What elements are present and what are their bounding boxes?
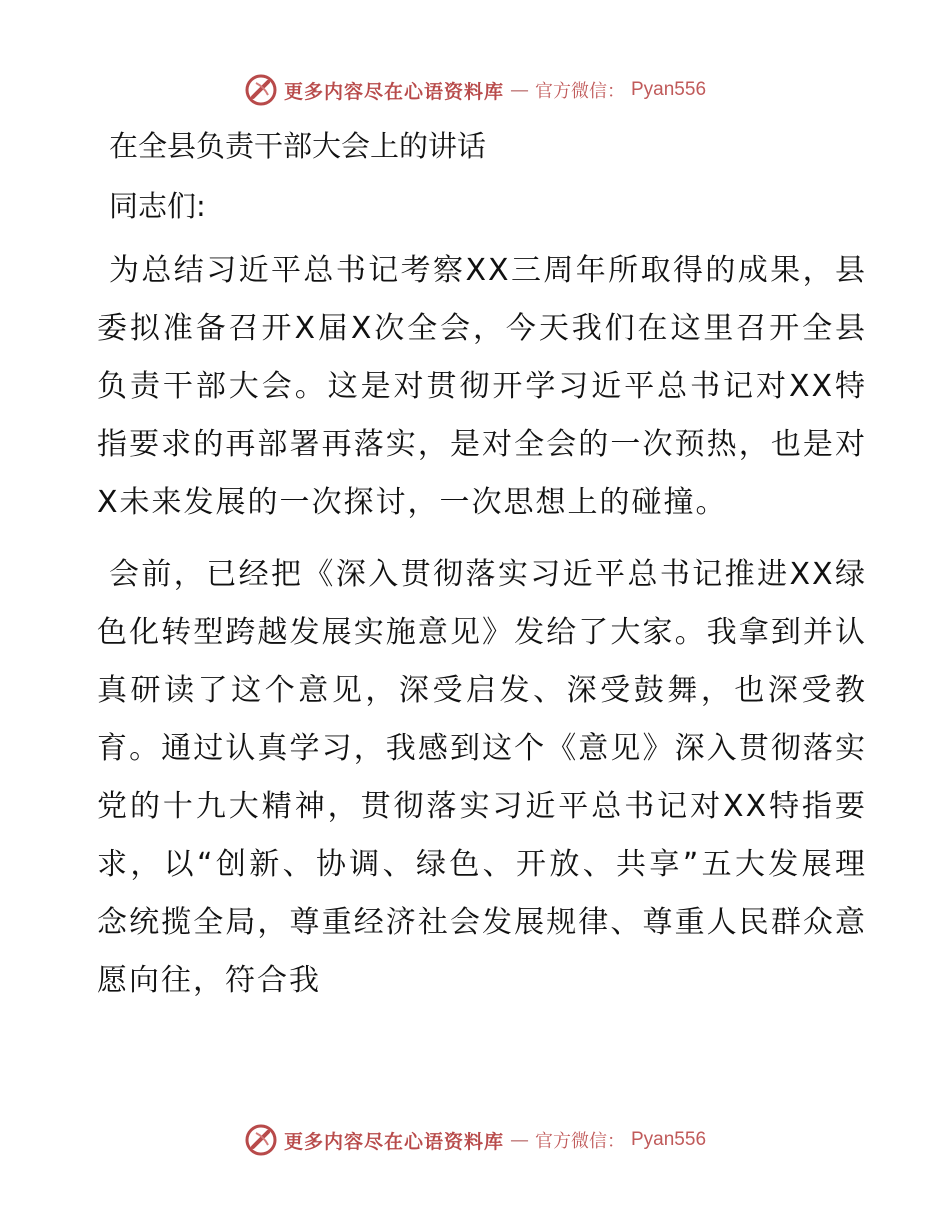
logo-icon [244, 1123, 278, 1157]
watermark-dash: — [510, 1129, 529, 1151]
watermark-wechat-id: Pyan556 [631, 79, 707, 100]
salutation: 同志们: [109, 189, 206, 223]
paragraph-1: 为总结习近平总书记考察XX三周年所取得的成果，县委拟准备召开X届X次全会，今天我们在这里召开全县负责干部大会。这是对贯彻开学习近平总书记对XX特指要求的再部署再落实，是对全会的一次预热，也是对X未来发展的一次探讨，一次思想上的碰撞。 [97, 253, 867, 520]
watermark-wechat-label: 官方微信： [535, 1131, 625, 1152]
header-watermark [0, 70, 950, 110]
watermark-wechat-label: 官方微信： [535, 81, 625, 102]
watermark-dash: — [510, 79, 529, 101]
watermark-main-text: 更多内容尽在心语资料库 [283, 1130, 504, 1153]
footer-watermark [0, 1120, 950, 1160]
document-body [97, 116, 867, 1024]
paragraph-2: 会前，已经把《深入贯彻落实习近平总书记推进XX绿色化转型跨越发展实施意见》发给了大家。我拿到并认真研读了这个意见，深受启发、深受鼓舞，也深受教育。通过认真学习，我感到这个《意见》深入贯彻落实党的十九大精神，贯彻落实习近平总书记对XX特指要求，以“创新、协调、绿色、开放、共享”五大发展理念统揽全局，尊重经济社会发展规律、尊重人民群众意愿向往，符合我 [97, 557, 867, 998]
watermark-main-text: 更多内容尽在心语资料库 [283, 80, 504, 103]
logo-icon [244, 73, 278, 107]
watermark-wechat-id: Pyan556 [631, 1129, 707, 1150]
document-title: 在全县负责干部大会上的讲话 [109, 129, 487, 163]
